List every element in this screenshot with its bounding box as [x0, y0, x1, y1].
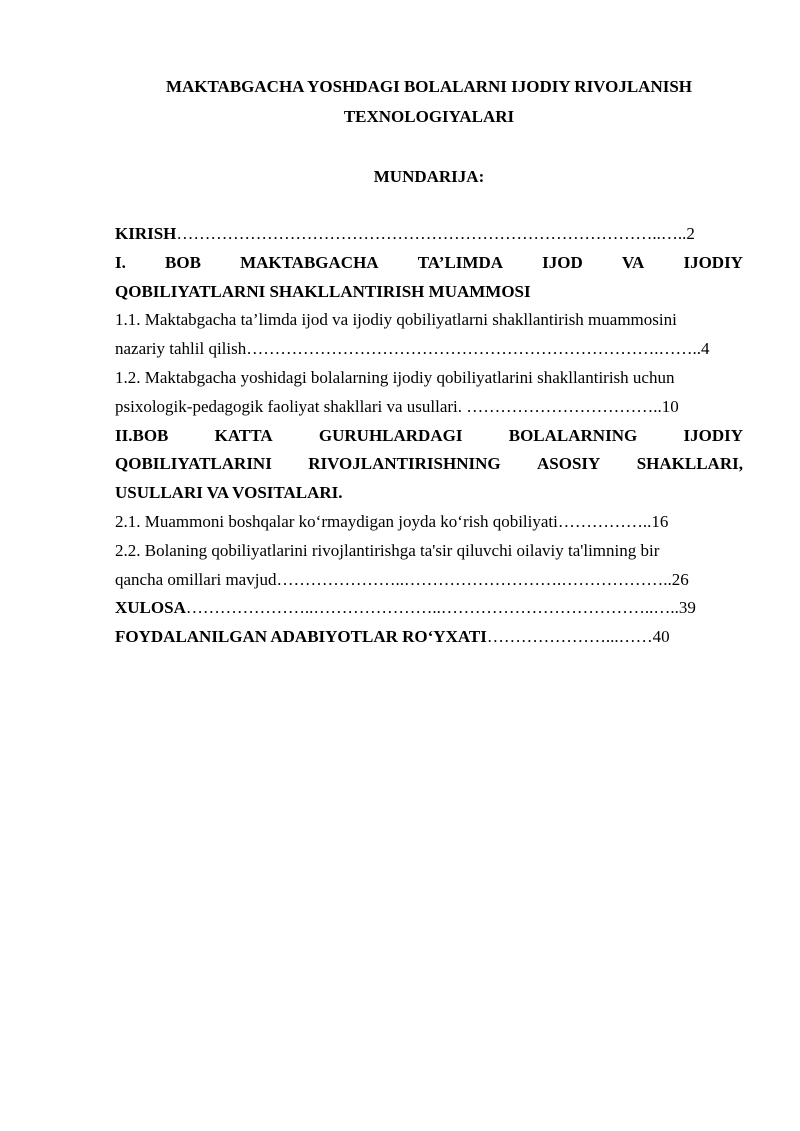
- toc-section-2-2-line1: 2.2. Bolaning qobiliyatlarini rivojlantirishga ta'sir qiluvchi oilaviy ta'limning bir: [115, 540, 660, 560]
- toc-word: II.BOB: [115, 425, 169, 445]
- toc-chapter2-line1: [115, 422, 743, 451]
- toc-word: QOBILIYATLARINI: [115, 454, 272, 474]
- toc-entry-label: nazariy tahlil qilish: [115, 339, 247, 359]
- document-title: MAKTABGACHA YOSHDAGI BOLALARNI IJODIY RIVOJLANISH TEXNOLOGIYALARI: [165, 77, 693, 126]
- toc-word: IJODIY: [683, 252, 743, 272]
- toc-heading: MUNDARIJA:: [373, 167, 485, 186]
- toc-entry-label: 2.1. Muammoni boshqalar ko‘rmaydigan joyda ko‘rish qobiliyati: [115, 511, 558, 531]
- toc-entry-label: psixologik-pedagogik faoliyat shakllari va usullari.: [115, 396, 467, 416]
- toc-word: RIVOJLANTIRISHNING: [308, 454, 501, 474]
- toc-word: BOB: [165, 252, 201, 272]
- toc-page-number: 40: [652, 627, 670, 647]
- toc-entry-label: qancha omillari mavjud: [115, 569, 277, 589]
- document-page: [115, 72, 743, 652]
- toc-section-2-2-line2: [115, 566, 743, 595]
- toc-leader: …………………..……………………….………………..: [276, 569, 672, 589]
- toc-entry-label: XULOSA: [115, 598, 186, 618]
- toc-chapter2-line2: [115, 450, 743, 479]
- toc-word: VA: [621, 252, 645, 272]
- toc-entry-label: KIRISH: [115, 224, 177, 243]
- toc-section-1-2-line1: 1.2. Maktabgacha yoshidagi bolalarning ijodiy qobiliyatlarini shakllantirish uchun: [115, 367, 675, 387]
- toc-entry-label: FOYDALANILGAN ADABIYOTLAR RO‘YXATI: [115, 627, 487, 647]
- toc-word: IJODIY: [683, 425, 743, 445]
- toc-word: BOLALARNING: [508, 425, 638, 445]
- toc-word: ASOSIY: [536, 454, 601, 474]
- toc-leader: ……………………………………………………………….……..: [246, 339, 701, 359]
- toc-page-number: 2: [686, 224, 695, 243]
- toc-chapter1-line2: QOBILIYATLARNI SHAKLLANTIRISH MUAMMOSI: [115, 281, 531, 301]
- toc-entry-adabiyotlar: [115, 623, 743, 652]
- toc-page-number: 4: [701, 339, 710, 359]
- table-of-contents: [115, 220, 743, 652]
- toc-word: MAKTABGACHA: [240, 252, 379, 272]
- toc-page-number: 16: [651, 511, 669, 531]
- toc-word: KATTA: [214, 425, 273, 445]
- toc-page-number: 39: [678, 598, 696, 618]
- toc-word: TA’LIMDA: [417, 252, 504, 272]
- toc-leader: …………………...……: [486, 627, 653, 647]
- toc-section-1-2-line2: [115, 393, 743, 422]
- toc-word: I.: [115, 252, 126, 272]
- toc-page-number: 10: [661, 396, 679, 416]
- toc-section-1-1-line1: 1.1. Maktabgacha ta’limda ijod va ijodiy qobiliyatlarni shakllantirish muammosini: [115, 310, 677, 330]
- toc-word: GURUHLARDAGI: [318, 425, 463, 445]
- toc-chapter2-line3: USULLARI VA VOSITALARI.: [115, 483, 343, 503]
- toc-leader: ……………..: [557, 511, 652, 531]
- toc-leader: ……………………………..: [466, 396, 662, 416]
- toc-word: SHAKLLARI,: [636, 454, 743, 474]
- toc-section-2-1: [115, 508, 743, 537]
- toc-leader: …………………..…………………..………………………………..…..: [185, 598, 679, 618]
- toc-chapter1-line1: [115, 249, 743, 278]
- toc-word: IJOD: [542, 252, 583, 272]
- toc-page-number: 26: [671, 569, 689, 589]
- toc-leader: …………………………………………………………………………..…..: [176, 224, 687, 243]
- toc-section-1-1-line2: [115, 335, 743, 364]
- toc-entry-kirish: [115, 220, 743, 249]
- toc-entry-xulosa: [115, 594, 743, 623]
